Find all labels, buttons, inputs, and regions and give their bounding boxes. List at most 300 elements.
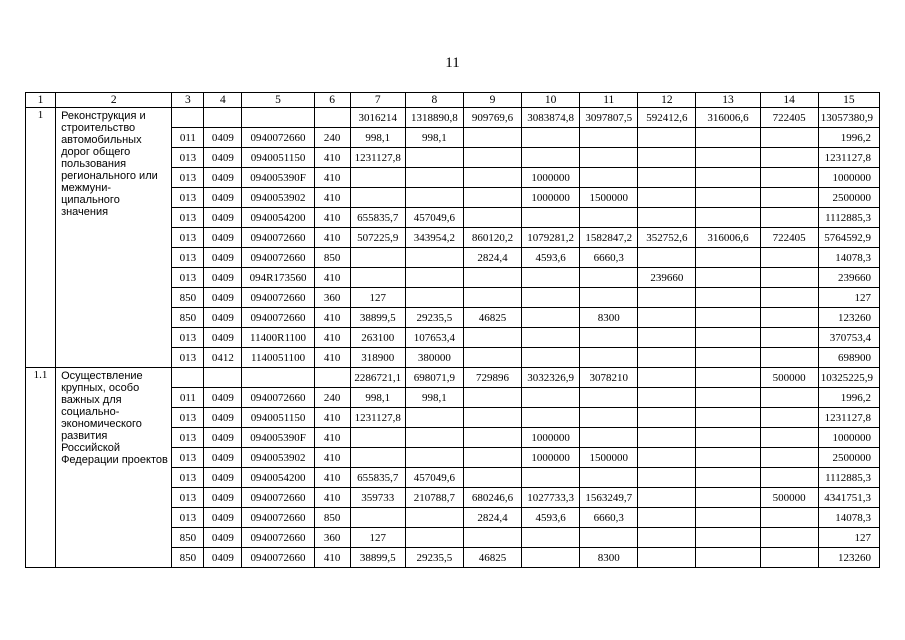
code-cell: 410 [314,448,350,468]
empty-cell [204,368,242,388]
value-cell [463,468,521,488]
total-cell: 1231127,8 [818,148,879,168]
code-cell: 0409 [204,428,242,448]
total-cell: 370753,4 [818,328,879,348]
code-cell: 0409 [204,548,242,568]
code-cell: 0940072660 [242,248,314,268]
empty-cell [204,108,242,128]
value-cell [580,528,638,548]
value-cell: 107653,4 [405,328,463,348]
value-cell: 3083874,8 [522,108,580,128]
value-cell: 1000000 [522,168,580,188]
total-cell: 1231127,8 [818,408,879,428]
total-cell: 127 [818,288,879,308]
value-cell: 29235,5 [405,308,463,328]
value-cell: 1500000 [580,188,638,208]
value-cell: 38899,5 [350,308,405,328]
total-cell: 2500000 [818,188,879,208]
column-header: 10 [522,93,580,108]
value-cell [463,128,521,148]
code-cell: 410 [314,348,350,368]
code-cell: 240 [314,128,350,148]
code-cell: 0940072660 [242,488,314,508]
empty-cell [172,108,204,128]
code-cell: 0409 [204,308,242,328]
code-cell: 11400R1100 [242,328,314,348]
value-cell [463,268,521,288]
value-cell [696,328,760,348]
value-cell [522,548,580,568]
code-cell: 0940054200 [242,468,314,488]
value-cell: 860120,2 [463,228,521,248]
code-cell: 094005390F [242,168,314,188]
value-cell: 698071,9 [405,368,463,388]
code-cell: 360 [314,528,350,548]
total-cell: 13057380,9 [818,108,879,128]
value-cell [760,408,818,428]
value-cell: 8300 [580,548,638,568]
column-header: 2 [56,93,172,108]
value-cell [580,128,638,148]
total-cell: 1000000 [818,168,879,188]
code-cell: 360 [314,288,350,308]
value-cell [638,348,696,368]
total-cell: 698900 [818,348,879,368]
value-cell [760,128,818,148]
value-cell [760,388,818,408]
value-cell [350,248,405,268]
code-cell: 410 [314,328,350,348]
value-cell: 2824,4 [463,508,521,528]
code-cell: 410 [314,208,350,228]
total-cell: 14078,3 [818,508,879,528]
code-cell: 410 [314,488,350,508]
value-cell [522,348,580,368]
value-cell: 318900 [350,348,405,368]
value-cell: 1582847,2 [580,228,638,248]
value-cell: 38899,5 [350,548,405,568]
code-cell: 013 [172,408,204,428]
value-cell [638,328,696,348]
value-cell: 6660,3 [580,248,638,268]
code-cell: 0409 [204,528,242,548]
value-cell: 1000000 [522,188,580,208]
value-cell [522,208,580,228]
value-cell [638,548,696,568]
total-cell: 5764592,9 [818,228,879,248]
value-cell [638,448,696,468]
value-cell [580,468,638,488]
value-cell: 343954,2 [405,228,463,248]
code-cell: 0409 [204,128,242,148]
value-cell [580,288,638,308]
value-cell [405,248,463,268]
value-cell [405,428,463,448]
value-cell [580,348,638,368]
code-cell: 0409 [204,228,242,248]
value-cell [405,268,463,288]
value-cell: 729896 [463,368,521,388]
value-cell: 998,1 [405,128,463,148]
value-cell [760,208,818,228]
value-cell [760,168,818,188]
value-cell [522,148,580,168]
value-cell: 29235,5 [405,548,463,568]
value-cell [405,188,463,208]
column-header: 11 [580,93,638,108]
value-cell [463,388,521,408]
column-header: 15 [818,93,879,108]
value-cell [463,408,521,428]
value-cell [760,148,818,168]
value-cell [638,508,696,528]
column-header: 14 [760,93,818,108]
value-cell [350,508,405,528]
code-cell: 410 [314,428,350,448]
value-cell: 1318890,8 [405,108,463,128]
code-cell: 850 [314,508,350,528]
code-cell: 850 [314,248,350,268]
value-cell [696,268,760,288]
code-cell: 1140051100 [242,348,314,368]
value-cell [638,128,696,148]
code-cell: 013 [172,448,204,468]
value-cell: 500000 [760,488,818,508]
value-cell: 8300 [580,308,638,328]
value-cell [463,208,521,228]
value-cell [696,408,760,428]
code-cell: 0940054200 [242,208,314,228]
value-cell [405,448,463,468]
value-cell: 4593,6 [522,248,580,268]
value-cell [638,208,696,228]
column-header: 6 [314,93,350,108]
value-cell: 1079281,2 [522,228,580,248]
code-cell: 0940051150 [242,148,314,168]
code-cell: 0409 [204,188,242,208]
value-cell: 500000 [760,368,818,388]
value-cell [696,388,760,408]
value-cell [638,408,696,428]
value-cell [580,328,638,348]
value-cell: 3078210 [580,368,638,388]
section-summary-row [26,108,880,128]
value-cell: 722405 [760,108,818,128]
value-cell [696,508,760,528]
value-cell [696,128,760,148]
value-cell [696,288,760,308]
value-cell [350,428,405,448]
value-cell [696,348,760,368]
code-cell: 410 [314,188,350,208]
value-cell: 1500000 [580,448,638,468]
value-cell: 127 [350,528,405,548]
code-cell: 0940053902 [242,448,314,468]
value-cell: 127 [350,288,405,308]
empty-cell [314,368,350,388]
empty-cell [242,108,314,128]
value-cell [760,308,818,328]
value-cell [522,408,580,428]
code-cell: 0940072660 [242,548,314,568]
value-cell [463,168,521,188]
value-cell: 1027733,3 [522,488,580,508]
code-cell: 013 [172,188,204,208]
code-cell: 410 [314,308,350,328]
total-cell: 1112885,3 [818,208,879,228]
code-cell: 0409 [204,488,242,508]
code-cell: 0409 [204,388,242,408]
empty-cell [242,368,314,388]
code-cell: 240 [314,388,350,408]
value-cell [696,428,760,448]
value-cell [760,548,818,568]
value-cell: 507225,9 [350,228,405,248]
code-cell: 410 [314,228,350,248]
column-header: 7 [350,93,405,108]
value-cell: 1000000 [522,448,580,468]
value-cell: 457049,6 [405,468,463,488]
header-row [26,93,880,108]
value-cell [696,188,760,208]
code-cell: 094R173560 [242,268,314,288]
value-cell [522,328,580,348]
value-cell [580,168,638,188]
value-cell: 655835,7 [350,468,405,488]
value-cell: 998,1 [350,128,405,148]
column-header: 4 [204,93,242,108]
value-cell [638,528,696,548]
section-title: Осуществление крупных, особо важных для социально-экономического развития Российской Федерации проектов [56,368,172,568]
value-cell [760,348,818,368]
column-header: 1 [26,93,56,108]
value-cell: 239660 [638,268,696,288]
code-cell: 0412 [204,348,242,368]
code-cell: 013 [172,328,204,348]
value-cell [760,248,818,268]
value-cell [760,428,818,448]
value-cell [638,468,696,488]
column-header: 12 [638,93,696,108]
empty-cell [314,108,350,128]
total-cell: 1000000 [818,428,879,448]
total-cell: 1112885,3 [818,468,879,488]
value-cell [760,528,818,548]
value-cell: 3097807,5 [580,108,638,128]
total-cell: 127 [818,528,879,548]
code-cell: 0940072660 [242,128,314,148]
value-cell [463,428,521,448]
value-cell: 3032326,9 [522,368,580,388]
code-cell: 0409 [204,148,242,168]
value-cell: 998,1 [350,388,405,408]
section-number: 1.1 [26,368,56,568]
code-cell: 0409 [204,508,242,528]
total-cell: 10325225,9 [818,368,879,388]
value-cell: 4593,6 [522,508,580,528]
value-cell: 998,1 [405,388,463,408]
code-cell: 0940072660 [242,528,314,548]
code-cell: 0409 [204,448,242,468]
section-title: Реконструкция и строительство автомобильных дорог общего пользования регионального или межмуни-ципального значения [56,108,172,368]
value-cell [696,308,760,328]
value-cell [405,288,463,308]
code-cell: 0409 [204,168,242,188]
page-number: 11 [445,55,460,71]
total-cell: 123260 [818,308,879,328]
code-cell: 0940072660 [242,388,314,408]
code-cell: 410 [314,168,350,188]
value-cell: 680246,6 [463,488,521,508]
code-cell: 013 [172,228,204,248]
code-cell: 0409 [204,468,242,488]
value-cell: 263100 [350,328,405,348]
code-cell: 850 [172,528,204,548]
value-cell [638,368,696,388]
value-cell: 457049,6 [405,208,463,228]
code-cell: 410 [314,468,350,488]
column-header: 3 [172,93,204,108]
value-cell [580,208,638,228]
value-cell [463,348,521,368]
value-cell [463,288,521,308]
column-header: 9 [463,93,521,108]
value-cell: 359733 [350,488,405,508]
column-header: 8 [405,93,463,108]
code-cell: 0940051150 [242,408,314,428]
column-header: 5 [242,93,314,108]
code-cell: 0409 [204,408,242,428]
code-cell: 0409 [204,328,242,348]
code-cell: 013 [172,248,204,268]
code-cell: 013 [172,208,204,228]
value-cell [696,488,760,508]
value-cell: 3016214 [350,108,405,128]
code-cell: 850 [172,288,204,308]
value-cell [638,388,696,408]
value-cell [696,168,760,188]
value-cell [580,268,638,288]
value-cell: 380000 [405,348,463,368]
value-cell: 592412,6 [638,108,696,128]
value-cell [638,488,696,508]
value-cell [696,468,760,488]
value-cell: 6660,3 [580,508,638,528]
total-cell: 1996,2 [818,388,879,408]
value-cell [696,528,760,548]
value-cell [760,188,818,208]
value-cell: 2286721,1 [350,368,405,388]
budget-table [25,92,880,568]
value-cell [696,208,760,228]
code-cell: 013 [172,428,204,448]
value-cell: 1231127,8 [350,408,405,428]
value-cell: 655835,7 [350,208,405,228]
value-cell [760,328,818,348]
section-summary-row [26,368,880,388]
value-cell: 316006,6 [696,108,760,128]
code-cell: 0940072660 [242,508,314,528]
value-cell [463,148,521,168]
value-cell: 1231127,8 [350,148,405,168]
value-cell: 722405 [760,228,818,248]
value-cell [463,188,521,208]
empty-cell [172,368,204,388]
code-cell: 011 [172,388,204,408]
code-cell: 0940072660 [242,308,314,328]
value-cell [405,508,463,528]
value-cell: 1563249,7 [580,488,638,508]
value-cell [522,288,580,308]
value-cell [696,368,760,388]
value-cell [696,148,760,168]
value-cell [522,468,580,488]
code-cell: 013 [172,488,204,508]
value-cell: 46825 [463,548,521,568]
value-cell: 2824,4 [463,248,521,268]
code-cell: 850 [172,548,204,568]
total-cell: 123260 [818,548,879,568]
value-cell [638,428,696,448]
value-cell [580,148,638,168]
value-cell [463,448,521,468]
value-cell [760,508,818,528]
value-cell [350,188,405,208]
code-cell: 0409 [204,288,242,308]
code-cell: 850 [172,308,204,328]
code-cell: 013 [172,468,204,488]
code-cell: 410 [314,548,350,568]
code-cell: 094005390F [242,428,314,448]
value-cell [580,428,638,448]
value-cell [522,528,580,548]
value-cell [350,168,405,188]
section-number: 1 [26,108,56,368]
value-cell [696,248,760,268]
value-cell [638,248,696,268]
value-cell [580,408,638,428]
value-cell [638,148,696,168]
code-cell: 0940072660 [242,288,314,308]
value-cell [405,528,463,548]
value-cell: 316006,6 [696,228,760,248]
value-cell [522,388,580,408]
value-cell [760,268,818,288]
code-cell: 0409 [204,248,242,268]
value-cell [760,288,818,308]
value-cell [463,528,521,548]
table-body [26,93,880,568]
code-cell: 013 [172,508,204,528]
value-cell [760,448,818,468]
value-cell [405,408,463,428]
value-cell: 909769,6 [463,108,521,128]
code-cell: 013 [172,168,204,188]
value-cell [522,128,580,148]
code-cell: 0940053902 [242,188,314,208]
value-cell: 210788,7 [405,488,463,508]
value-cell [696,548,760,568]
code-cell: 013 [172,148,204,168]
value-cell [760,468,818,488]
total-cell: 1996,2 [818,128,879,148]
total-cell: 2500000 [818,448,879,468]
value-cell [638,168,696,188]
value-cell [350,448,405,468]
code-cell: 0940072660 [242,228,314,248]
code-cell: 410 [314,148,350,168]
total-cell: 239660 [818,268,879,288]
